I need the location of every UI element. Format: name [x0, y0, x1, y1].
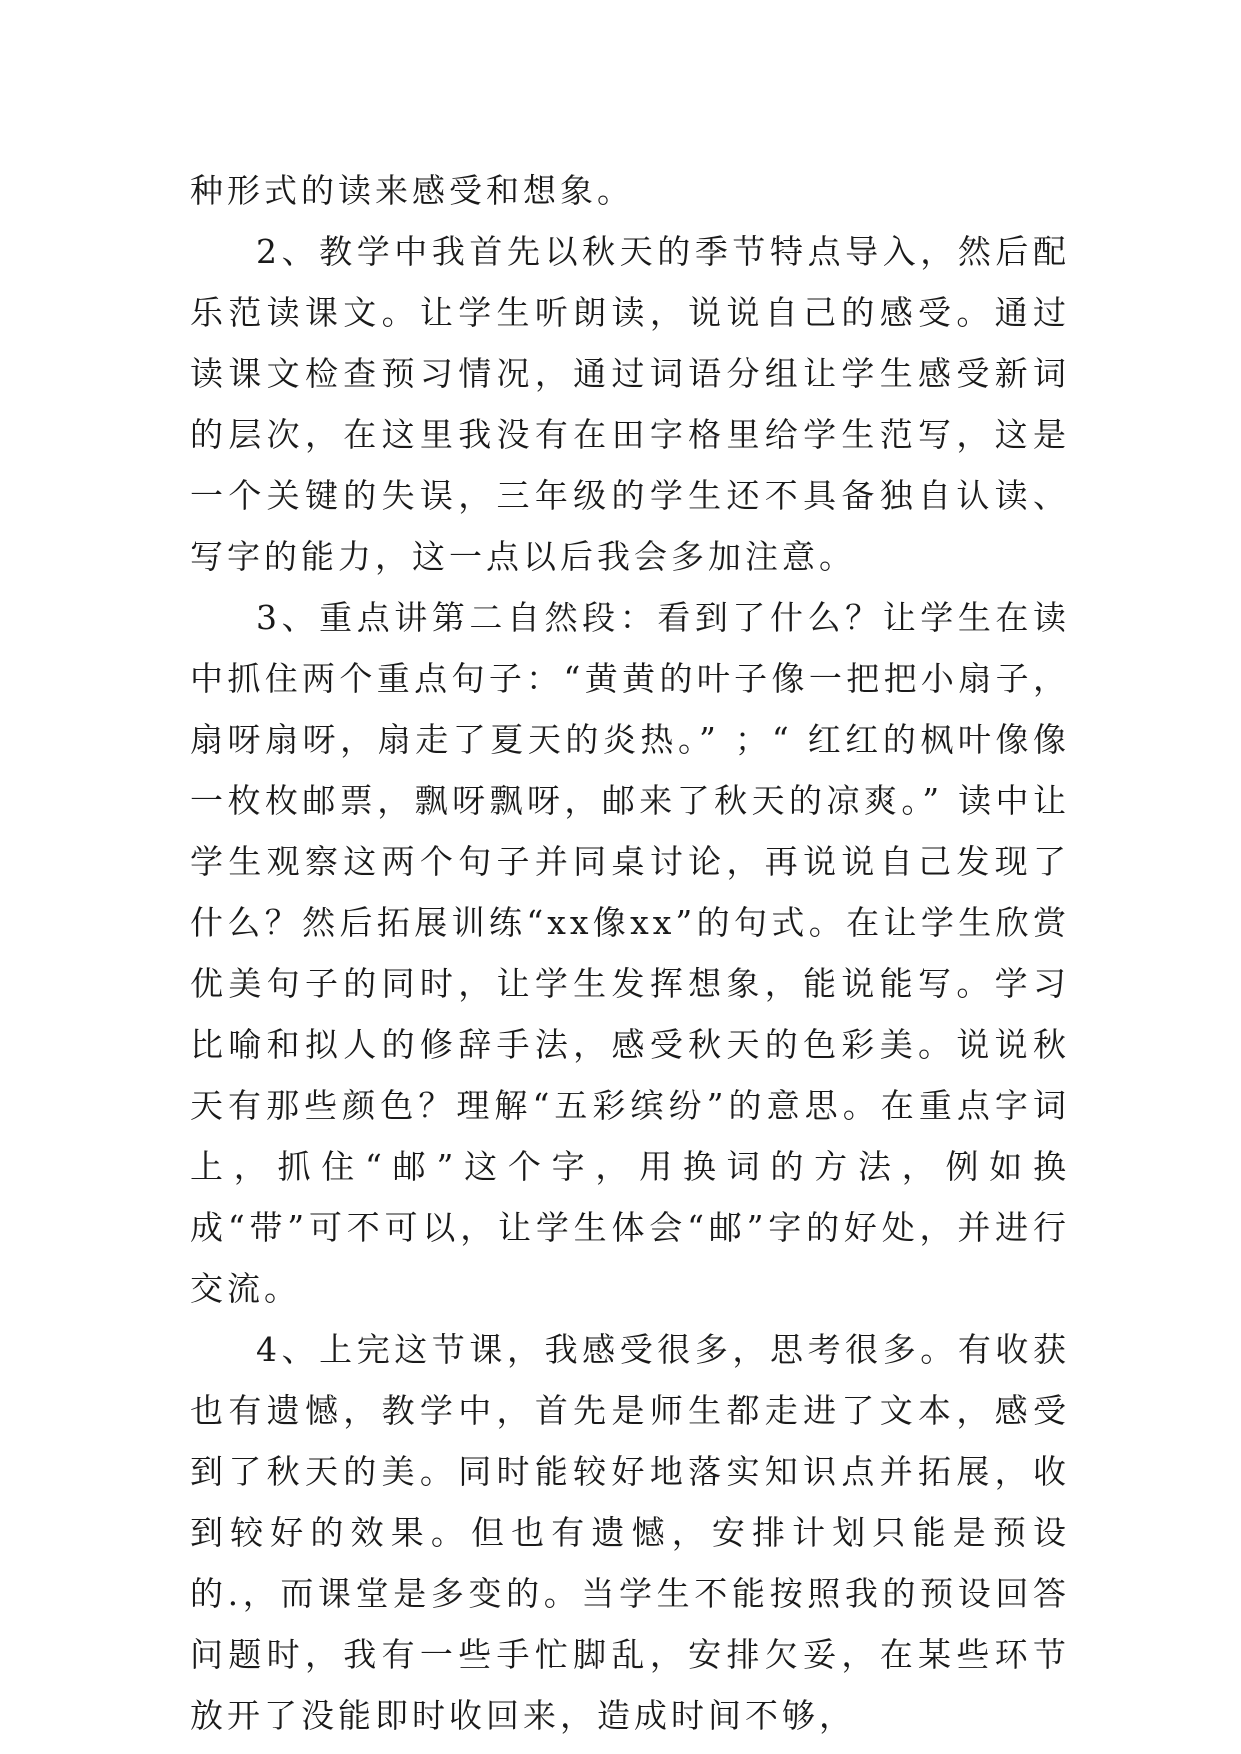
document-body [190, 160, 1070, 1746]
paragraph-2: 2、教学中我首先以秋天的季节特点导入，然后配乐范读课文。让学生听朗读，说说自己的感受。通过读课文检查预习情况，通过词语分组让学生感受新词的层次，在这里我没有在田字格里给学生范写，这是一个关键的失误，三年级的学生还不具备独自认读、写字的能力，这一点以后我会多加注意。 [190, 232, 1070, 576]
paragraph-continuation: 种形式的读来感受和想象。 [190, 171, 634, 210]
paragraph-4: 4、上完这节课，我感受很多，思考很多。有收获也有遗憾，教学中，首先是师生都走进了文本，感受到了秋天的美。同时能较好地落实知识点并拓展，收到较好的效果。但也有遗憾，安排计划只能是预设的.，而课堂是多变的。当学生不能按照我的预设回答问题时，我有一些手忙脚乱，安排欠妥，在某些环节放开了没能即时收回来，造成时间不够， [190, 1330, 1070, 1735]
paragraph-3: 3、重点讲第二自然段：看到了什么？让学生在读中抓住两个重点句子：“黄黄的叶子像一把把小扇子，扇呀扇呀，扇走了夏天的炎热。” ；“ 红红的枫叶像像一枚枚邮票，飘呀飘呀，邮来了秋天的凉爽。” 读中让学生观察这两个句子并同桌讨论，再说说自己发现了什么？然后拓展训练“xx像xx”的句式。在让学生欣赏优美句子的同时，让学生发挥想象，能说能写。学习比喻和拟人的修辞手法，感受秋天的色彩美。说说秋天有那些颜色？理解“五彩缤纷”的意思。在重点字词上，抓住“邮”这个字，用换词的方法，例如换成“带”可不可以，让学生体会“邮”字的好处，并进行交流。 [190, 598, 1070, 1308]
